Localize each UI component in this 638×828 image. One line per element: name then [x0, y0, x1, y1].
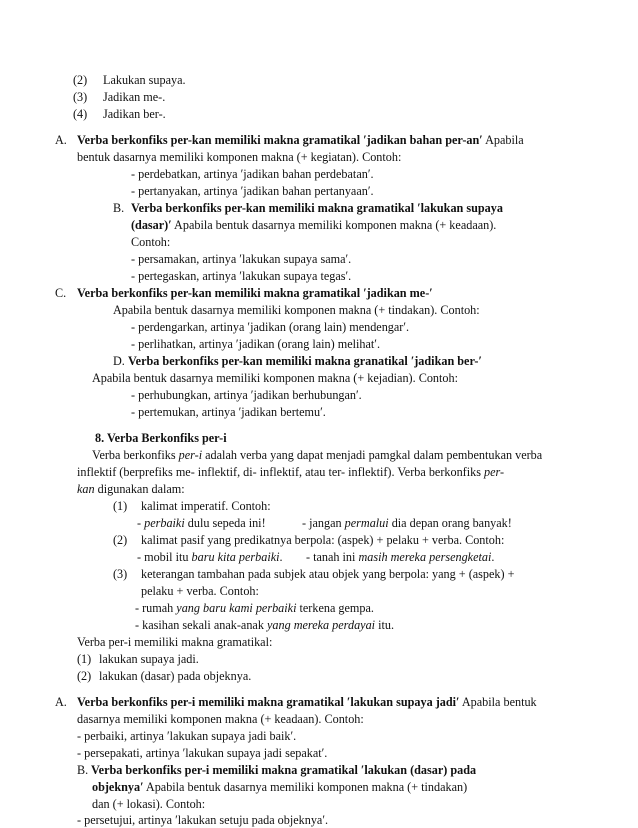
list-item: (4) Jadikan ber-.: [73, 107, 166, 121]
example-line: - perbaiki dulu sepeda ini!: [137, 516, 266, 530]
example-line: - kasihan sekali anak-anak yang mereka perdayai itu.: [135, 618, 395, 632]
paragraph-line: pelaku + verba. Contoh:: [141, 584, 259, 598]
example-line: - pertemukan, artinya ′jadikan bertemu′.: [131, 405, 326, 419]
list-item: (2) lakukan (dasar) pada objeknya.: [77, 669, 252, 683]
example-line: - persetujui, artinya ′lakukan setuju pada objeknya′.: [77, 813, 329, 827]
section-b-per-i-heading: B. Verba berkonfiks per-i memiliki makna gramatikal ′lakukan (dasar) pada: [77, 763, 477, 777]
paragraph-line: (dasar)′ Apabila bentuk dasarnya memiliki komponen makna (+ keadaan).: [131, 218, 497, 232]
list-item: (2) Lakukan supaya.: [73, 73, 186, 87]
paragraph-line: Verba per-i memiliki makna gramatikal:: [77, 635, 273, 649]
list-item: (2) kalimat pasif yang predikatnya berpola: (aspek) + pelaku + verba. Contoh:: [113, 533, 505, 547]
paragraph-line: Contoh:: [131, 235, 171, 249]
paragraph-line: objeknya′ Apabila bentuk dasarnya memiliki komponen makna (+ tindakan): [92, 780, 468, 794]
list-item: (3) keterangan tambahan pada subjek atau objek yang berpola: yang + (aspek) +: [113, 567, 515, 581]
example-line: - mobil itu baru kita perbaiki.: [137, 550, 283, 564]
paragraph-line: Apabila bentuk dasarnya memiliki komponen makna (+ kejadian). Contoh:: [92, 371, 458, 385]
example-line: - rumah yang baru kami perbaiki terkena gempa.: [135, 601, 374, 615]
example-line: - perbaiki, artinya ′lakukan supaya jadi baik′.: [77, 729, 297, 743]
paragraph-line: bentuk dasarnya memiliki komponen makna (+ kegiatan). Contoh:: [77, 150, 402, 164]
paragraph-line: Apabila bentuk dasarnya memiliki komponen makna (+ tindakan). Contoh:: [113, 303, 480, 317]
example-line: - perdebatkan, artinya ′jadikan bahan perdebatan′.: [131, 167, 374, 181]
section-b-heading: B. Verba berkonfiks per-kan memiliki makna gramatikal ′lakukan supaya: [113, 201, 503, 215]
example-line: - persepakati, artinya ′lakukan supaya jadi sepakat′.: [77, 746, 328, 760]
example-line: - jangan permalui dia depan orang banyak!: [302, 516, 512, 530]
list-item: (1) lakukan supaya jadi.: [77, 652, 199, 666]
example-line: - pertegaskan, artinya ′lakukan supaya tegas′.: [131, 269, 352, 283]
example-line: - perhubungkan, artinya ′jadikan berhubungan′.: [131, 388, 362, 402]
example-line: - perdengarkan, artinya ′jadikan (orang lain) mendengar′.: [131, 320, 410, 334]
section-8-heading: 8. Verba Berkonfiks per-i: [95, 431, 227, 445]
example-line: - persamakan, artinya ′lakukan supaya sama′.: [131, 252, 352, 266]
example-line: - perlihatkan, artinya ′jadikan (orang lain) melihat′.: [131, 337, 380, 351]
section-c-heading: C. Verba berkonfiks per-kan memiliki makna gramatikal ′jadikan me-′: [55, 286, 433, 300]
section-d-heading: D. Verba berkonfiks per-kan memiliki makna granatikal ′jadikan ber-′: [113, 354, 482, 368]
list-item: (3) Jadikan me-.: [73, 90, 166, 104]
paragraph-line: Verba berkonfiks per-i adalah verba yang dapat menjadi pamgkal dalam pembentukan verba: [92, 448, 543, 462]
paragraph-line: dasarnya memiliki komponen makna (+ keadaan). Contoh:: [77, 712, 364, 726]
paragraph-line: kan digunakan dalam:: [77, 482, 185, 496]
paragraph-line: inflektif (berprefiks me- inflektif, di- inflektif, atau ter- inflektif). Verba berkonfiks per-: [77, 465, 505, 479]
section-a-per-i-heading: A. Verba berkonfiks per-i memiliki makna gramatikal ′lakukan supaya jadi′ Apabila bentuk: [55, 695, 537, 709]
example-line: - pertanyakan, artinya ′jadikan bahan pertanyaan′.: [131, 184, 374, 198]
section-a-heading: A. Verba berkonfiks per-kan memiliki makna gramatikal ′jadikan bahan per-an′ Apabila: [55, 133, 524, 147]
example-line: - tanah ini masih mereka persengketai.: [306, 550, 495, 564]
list-item: (1) kalimat imperatif. Contoh:: [113, 499, 271, 513]
paragraph-line: dan (+ lokasi). Contoh:: [92, 797, 206, 811]
